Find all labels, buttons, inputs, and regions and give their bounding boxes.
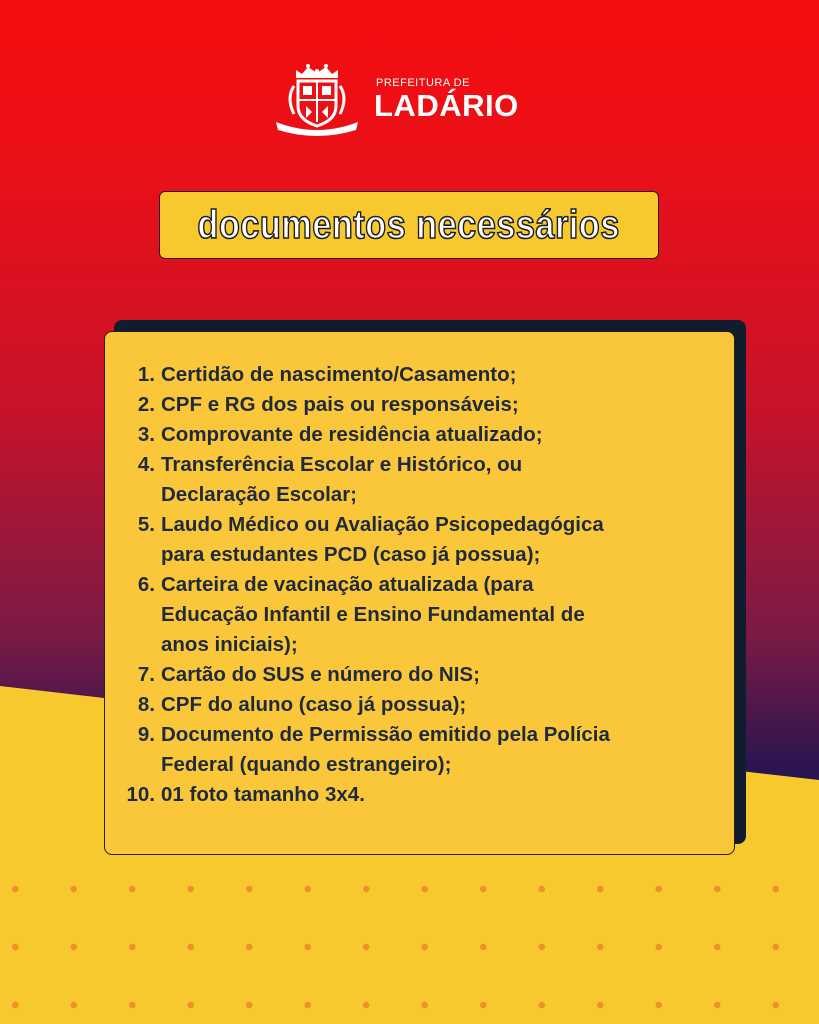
documents-card: [104, 331, 735, 855]
documents-list: [105, 360, 736, 810]
logo-title: LADÁRIO: [374, 88, 519, 123]
list-item-line: CPF e RG dos pais ou responsáveis;: [161, 393, 519, 416]
list-item: [105, 450, 736, 510]
list-item-line: para estudantes PCD (caso já possua);: [161, 543, 541, 566]
list-item-number: 2.: [137, 393, 155, 416]
list-item-number: 5.: [137, 513, 155, 536]
list-item-text: [161, 720, 691, 780]
list-item-line: Laudo Médico ou Avaliação Psicopedagógica: [161, 513, 604, 536]
list-item: [105, 390, 736, 420]
list-item-text: [161, 570, 691, 660]
list-item-number: 7.: [137, 663, 155, 686]
list-item-number: 3.: [137, 423, 155, 446]
list-item-text: [161, 660, 691, 690]
list-item-text: [161, 390, 691, 420]
list-item-line: CPF do aluno (caso já possua);: [161, 693, 467, 716]
list-item-text: [161, 450, 691, 510]
list-item-line: Federal (quando estrangeiro);: [161, 753, 452, 776]
list-item-number: 9.: [137, 723, 155, 746]
list-item-text: [161, 360, 691, 390]
list-item: [105, 780, 736, 810]
list-item: [105, 360, 736, 390]
page-title: documentos necessários: [197, 202, 621, 247]
list-item: [105, 720, 736, 780]
list-item-line: Carteira de vacinação atualizada (para: [161, 573, 534, 596]
list-item-number: 8.: [137, 693, 155, 716]
list-item: [105, 660, 736, 690]
list-item-text: [161, 420, 691, 450]
dot-pattern: [0, 860, 819, 1024]
title-banner: [159, 191, 659, 259]
list-item-line: anos iniciais);: [161, 633, 298, 656]
list-item-line: Certidão de nascimento/Casamento;: [161, 363, 517, 386]
list-item-number: 6.: [137, 573, 155, 596]
list-item-number: 10.: [126, 783, 155, 806]
list-item-number: 4.: [137, 453, 155, 476]
list-item: [105, 510, 736, 570]
list-item: [105, 420, 736, 450]
list-item: [105, 570, 736, 660]
coat-of-arms-icon: [272, 62, 362, 138]
list-item-text: [161, 690, 691, 720]
list-item-line: Educação Infantil e Ensino Fundamental de: [161, 603, 585, 626]
list-item-line: Comprovante de residência atualizado;: [161, 423, 543, 446]
list-item-text: [161, 510, 691, 570]
list-item: [105, 690, 736, 720]
list-item-line: Declaração Escolar;: [161, 483, 358, 506]
prefeitura-logo: [272, 60, 562, 140]
list-item-line: Cartão do SUS e número do NIS;: [161, 663, 480, 686]
list-item-text: [161, 780, 691, 810]
logo-subtitle: PREFEITURA DE: [376, 77, 470, 89]
list-item-line: 01 foto tamanho 3x4.: [161, 783, 365, 806]
list-item-number: 1.: [137, 363, 155, 386]
list-item-line: Documento de Permissão emitido pela Polícia: [161, 723, 610, 746]
list-item-line: Transferência Escolar e Histórico, ou: [161, 453, 523, 476]
